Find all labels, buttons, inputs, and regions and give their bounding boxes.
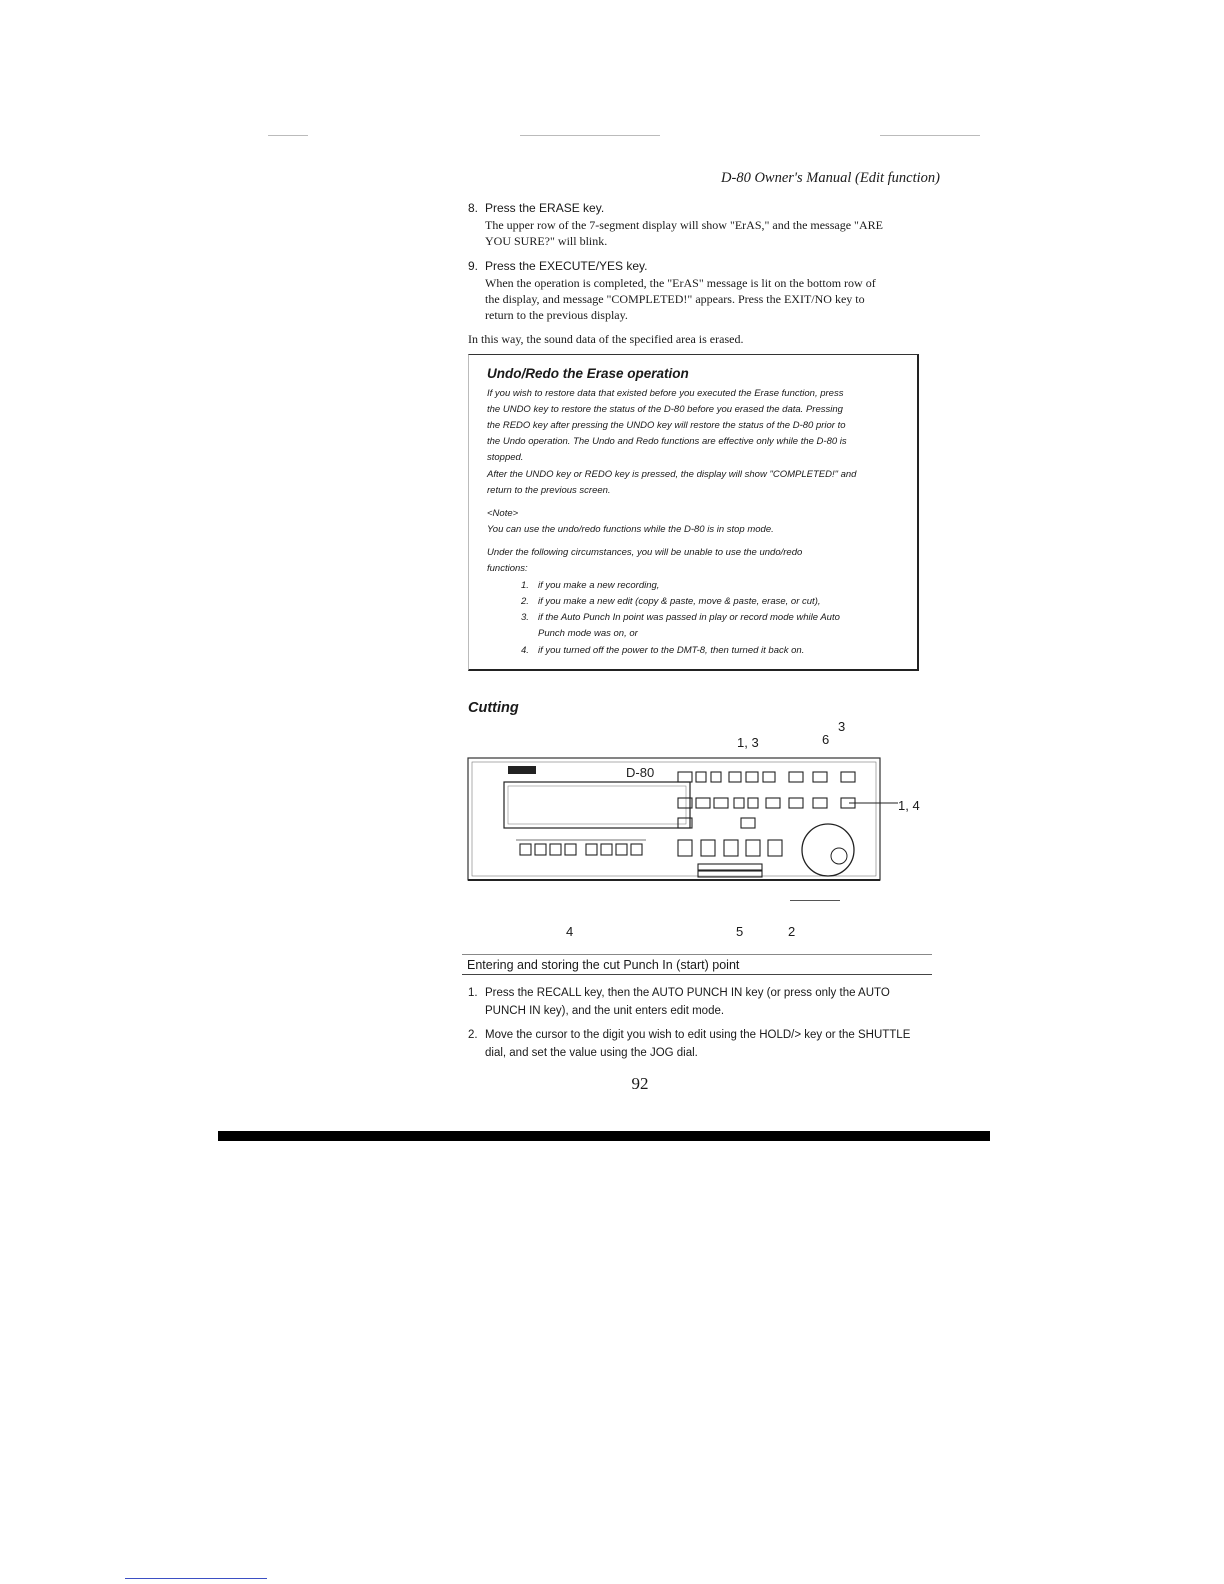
step-9 bbox=[468, 259, 938, 327]
step-line: The upper row of the 7-segment display will show "ErAS," and the message "ARE bbox=[485, 218, 883, 232]
callout-label: 5 bbox=[736, 924, 744, 939]
instruction-line: dial, and set the value using the JOG dial. bbox=[485, 1047, 698, 1059]
note-line: the Undo operation. The Undo and Redo functions are effective only while the D-80 is bbox=[487, 436, 847, 447]
note-line: the UNDO key to restore the status of the D-80 before you erased the data. Pressing bbox=[487, 404, 843, 415]
callout-label: 6 bbox=[822, 732, 830, 747]
note-line: functions: bbox=[487, 563, 528, 574]
scan-speck bbox=[880, 135, 980, 136]
note-line: Under the following circumstances, you will be unable to use the undo/redo bbox=[487, 547, 803, 558]
list-number: 2. bbox=[521, 596, 529, 607]
page-header: D-80 Owner's Manual (Edit function) bbox=[721, 170, 940, 186]
note-list-item bbox=[521, 594, 901, 610]
list-line: Punch mode was on, or bbox=[538, 628, 638, 639]
step-body bbox=[485, 217, 935, 249]
instruction-item bbox=[468, 1026, 938, 1062]
instruction-text bbox=[485, 1026, 935, 1062]
note-line: After the UNDO key or REDO key is pressed, the display will show "COMPLETED!" and bbox=[487, 469, 857, 480]
list-number: 3. bbox=[521, 612, 529, 623]
step-line: the display, and message "COMPLETED!" appears. Press the EXIT/NO key to bbox=[485, 292, 865, 306]
list-text: if you turned off the power to the DMT-8, then turned it back on. bbox=[538, 645, 805, 656]
dial-callout-line bbox=[790, 900, 840, 901]
recorder-front-panel-illustration bbox=[466, 754, 898, 904]
scan-speck bbox=[268, 135, 308, 136]
instruction-item bbox=[468, 984, 938, 1020]
callout-label: 1, 4 bbox=[898, 798, 920, 813]
step-body bbox=[485, 275, 935, 323]
instruction-number: 2. bbox=[468, 1029, 478, 1041]
callout-label: 3 bbox=[838, 719, 846, 734]
scan-edge-line bbox=[125, 1578, 267, 1579]
callout-label: 2 bbox=[788, 924, 796, 939]
step-line: return to the previous display. bbox=[485, 308, 628, 322]
note-list-item bbox=[521, 610, 901, 642]
instruction-number: 1. bbox=[468, 987, 478, 999]
callout-label: 4 bbox=[566, 924, 574, 939]
instruction-line: PUNCH IN key), and the unit enters edit mode. bbox=[485, 1005, 725, 1017]
note-label: <Note> bbox=[487, 508, 519, 519]
step-number: 9. bbox=[468, 259, 479, 273]
list-number: 1. bbox=[521, 580, 529, 591]
note-list-item bbox=[521, 578, 901, 594]
rule bbox=[462, 974, 932, 975]
instruction-line: Move the cursor to the digit you wish to edit using the HOLD/> key or the SHUTTLE bbox=[485, 1029, 911, 1041]
instruction-text bbox=[485, 984, 935, 1020]
step-line: YOU SURE?" will blink. bbox=[485, 234, 608, 248]
step-line: When the operation is completed, the "ErAS" message is lit on the bottom row of bbox=[485, 276, 876, 290]
list-line: if the Auto Punch In point was passed in play or record mode while Auto bbox=[538, 612, 840, 623]
list-text bbox=[538, 610, 903, 642]
list-text: if you make a new recording, bbox=[538, 580, 660, 591]
summary-text: In this way, the sound data of the specified area is erased. bbox=[468, 332, 744, 346]
rule bbox=[462, 954, 932, 955]
list-number: 4. bbox=[521, 645, 529, 656]
cutting-heading: Cutting bbox=[468, 700, 519, 716]
step-title: Press the EXECUTE/YES key. bbox=[485, 259, 648, 273]
note-line: stopped. bbox=[487, 452, 524, 463]
note-line: the REDO key after pressing the UNDO key will restore the status of the D-80 prior to bbox=[487, 420, 846, 431]
step-number: 8. bbox=[468, 201, 479, 215]
note-line: If you wish to restore data that existed before you executed the Erase function, press bbox=[487, 388, 844, 399]
section-subheading: Entering and storing the cut Punch In (start) point bbox=[467, 958, 740, 972]
list-text: if you make a new edit (copy & paste, move & paste, erase, or cut), bbox=[538, 596, 821, 607]
device-model: D-80 bbox=[626, 765, 655, 780]
note-paragraph bbox=[487, 467, 907, 499]
note-paragraph bbox=[487, 545, 907, 577]
bottom-bar bbox=[218, 1131, 990, 1141]
note-paragraph bbox=[487, 386, 907, 466]
step-title: Press the ERASE key. bbox=[485, 201, 605, 215]
page-number: 92 bbox=[631, 1074, 649, 1093]
scan-speck bbox=[520, 135, 660, 136]
instruction-line: Press the RECALL key, then the AUTO PUNCH IN key (or press only the AUTO bbox=[485, 987, 890, 999]
note-line: return to the previous screen. bbox=[487, 485, 611, 496]
callout-label: 1, 3 bbox=[737, 735, 759, 750]
note-title: Undo/Redo the Erase operation bbox=[487, 366, 689, 381]
note-text: You can use the undo/redo functions while the D-80 is in stop mode. bbox=[487, 524, 774, 535]
note-list-item bbox=[521, 643, 901, 659]
step-8 bbox=[468, 201, 938, 251]
